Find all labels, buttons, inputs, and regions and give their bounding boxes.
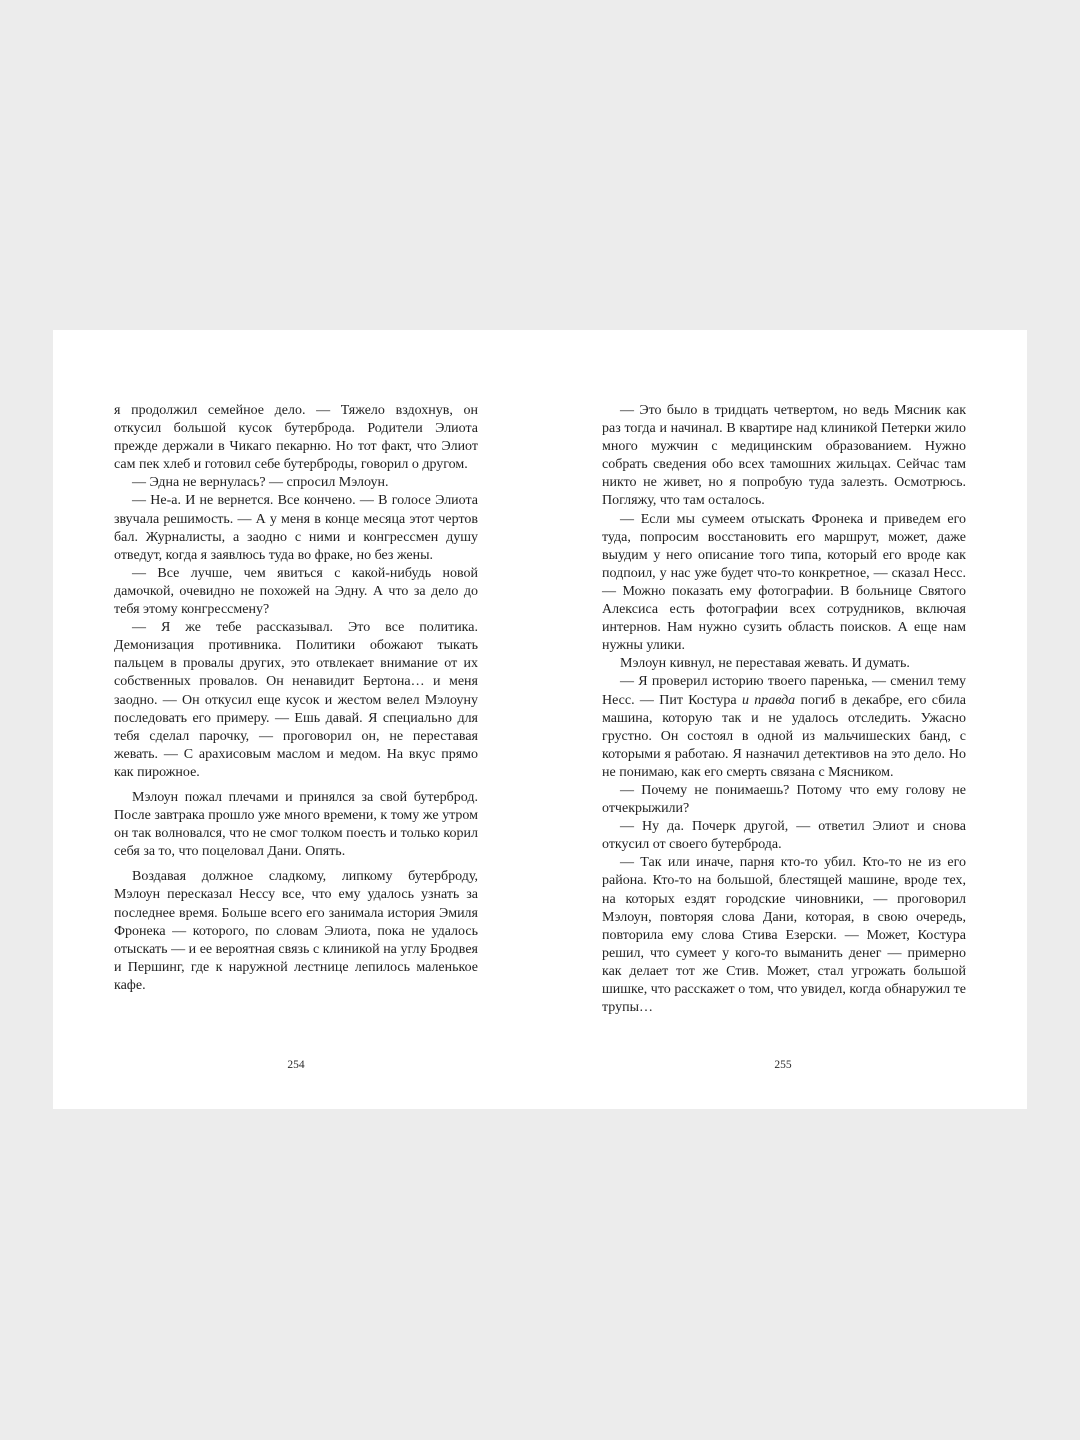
- left-page-number: 254: [287, 1059, 305, 1071]
- paragraph: — Почему не понимаешь? Потому что ему голову не отчекрыжили?: [602, 782, 966, 817]
- paragraph: я продолжил семейное дело. — Тяжело вздохнув, он откусил большой кусок бутерброда. Родители Элиота прежде держали в Чикаго пекарню. Но тот факт, что Элиот сам пек хлеб и готовил себе бутерброды, говорил о другом.: [114, 403, 478, 473]
- paragraph: Воздавая должное сладкому, липкому бутерброду, Мэлоун пересказал Нессу все, что ему удалось узнать за последнее время. Больше всего его занимала история Эмиля Фронека — которого, по словам Элиота, пока не удалось отыскать — и ее вероятная связь с клиникой на углу Бродвея и Першинг, где к наружной лестнице лепилось маленькое кафе.: [114, 869, 478, 993]
- paragraph: Мэлоун кивнул, не переставая жевать. И думать.: [620, 656, 910, 672]
- right-page-text: [602, 402, 966, 1017]
- italic-emphasis: и правда: [741, 692, 796, 708]
- paragraph: Мэлоун пожал плечами и принялся за свой бутерброд. После завтрака прошло уже много времени, к тому же утром он так волновался, что не смог толком поесть и только корил себя за то, что поцеловал Дани. Опять.: [114, 789, 478, 860]
- paragraph-text: — Я проверил историю твоего паренька, — сменил тему Несс. — Пит Костура: [602, 674, 966, 708]
- paragraph: — Если мы сумеем отыскать Фронека и приведем его туда, попросим восстановить его маршрут, может, даже выудим у него описание того типа, который его вроде как подпоил, у нас уже будет что-то конкретное, — сказал Несс. — Можно показать ему фотографии. В больнице Святого Алексиса есть фотографии всех сотрудников, включая интернов. Нам нужно сузить область поисков. А еще нам нужны улики.: [602, 511, 966, 654]
- paragraph: — Эдна не вернулась? — спросил Мэлоун.: [132, 475, 389, 491]
- book-spread: [53, 330, 1027, 1109]
- right-page-number: 255: [774, 1059, 792, 1071]
- paragraph: — Это было в тридцать четвертом, но ведь Мясник как раз тогда и начинал. В квартире над клиникой Петерки жило много мужчин с медицинским образованием. Нужно собрать сведения обо всех тамошних жильцах. Сейчас там никто не живет, но я попробую туда залезть. Осмотрюсь. Погляжу, что там осталось.: [602, 403, 966, 509]
- paragraph: — Ну да. Почерк другой, — ответил Элиот и снова откусил от своего бутерброда.: [602, 819, 966, 853]
- paragraph: — Не-а. И не вернется. Все кончено. — В голосе Элиота звучала решимость. — А у меня в конце месяца этот чертов бал. Журналисты, а заодно с ними и конгрессмен душу отведут, когда я заявлюсь туда во фраке, но без жены.: [114, 493, 478, 563]
- left-page-text: [114, 402, 478, 995]
- paragraph: — Все лучше, чем явиться с какой-нибудь новой дамочкой, очевидно не похожей на Эдну. А что за дело до тебя этому конгрессмену?: [114, 565, 478, 618]
- paragraph: — Так или иначе, парня кто-то убил. Кто-то не из его района. Кто-то на большой, блестящей машине, вроде тех, на которых ездят городские чиновники, — проговорил Мэлоун, повторяя слова Дани, которая, в свою очередь, повторила ему слова Стива Езерски. — Может, Костура решил, что сумеет у кого-то выманить денег — примерно как делает тот же Стив. Может, стал угрожать большой шишке, что расскажет о том, что увидел, когда обнаружил те трупы…: [602, 855, 966, 1016]
- paragraph: — Я же тебе рассказывал. Это все политика. Демонизация противника. Политики обожают тыкать пальцем в провалы других, это отвлекает внимание от их собственных провалов. Он ненавидит Бертона… и меня заодно. — Он откусил еще кусок и жестом велел Мэлоуну последовать его примеру. — Ешь давай. Я специально для тебя сделал парочку, — проговорил он, не переставая жевать. — С арахисовым маслом и медом. На вкус прямо как пирожное.: [114, 620, 478, 780]
- paragraph: [602, 673, 966, 782]
- paragraph-text: погиб в декабре, его сбила машина, которую так и не удалось отследить. Ужасно грустно. Он состоял в одной из мальчишеских банд, с которыми я работаю. Я назначил детективов на это дело. Но не понимаю, как его смерть связана с Мясником.: [602, 692, 967, 780]
